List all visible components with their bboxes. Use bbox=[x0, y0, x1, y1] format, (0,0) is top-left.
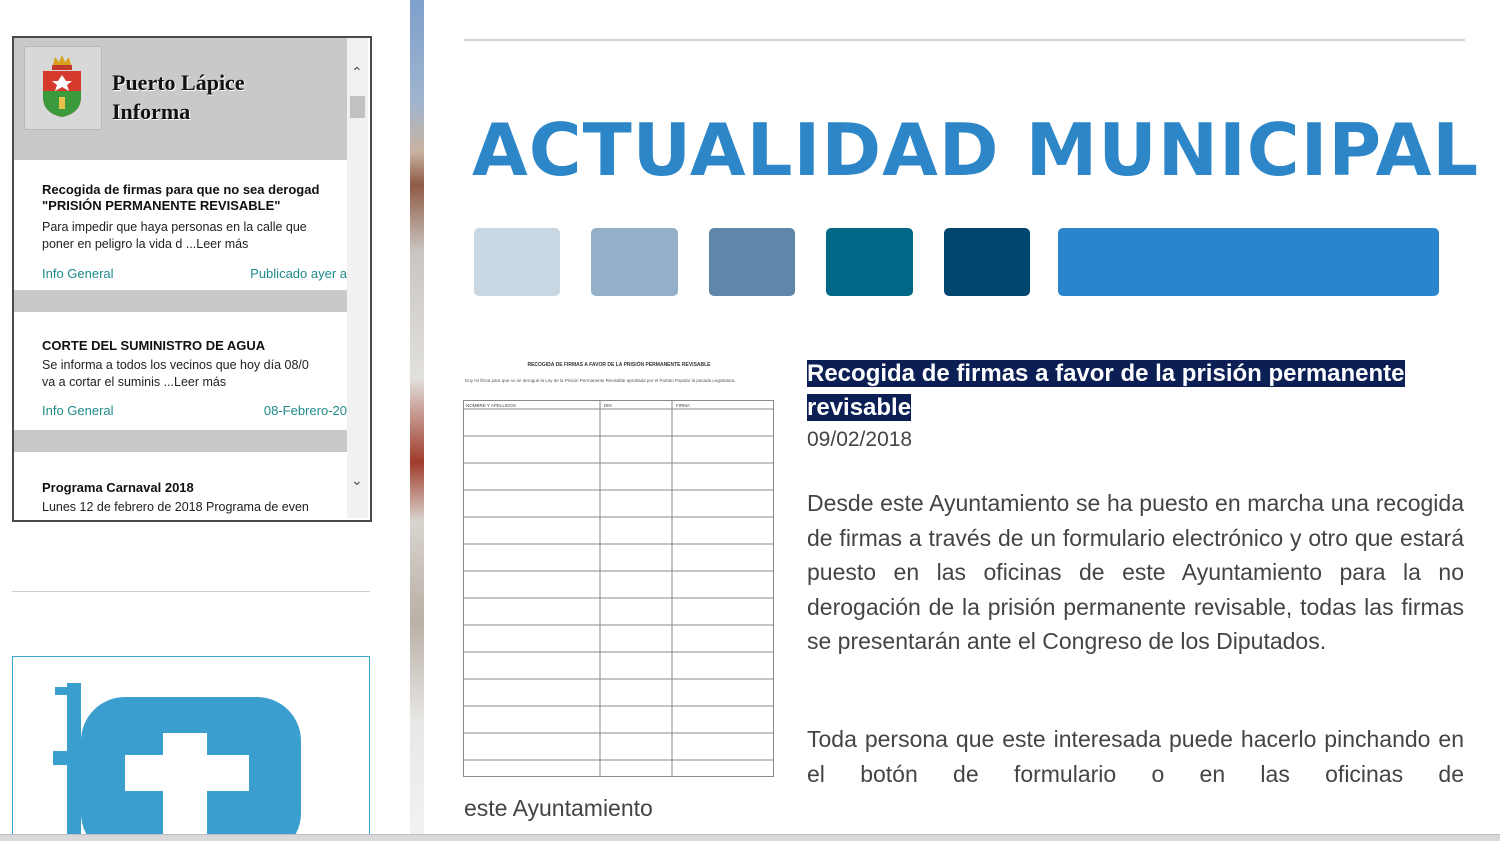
news-date: 08-Febrero-20 bbox=[263, 403, 347, 418]
item-separator bbox=[14, 290, 347, 312]
petition-form-image[interactable] bbox=[463, 360, 775, 778]
article-paragraph: Toda persona que este interesada puede hacerlo pinchando en el botón de formulario o en las oficinas de bbox=[807, 726, 1464, 787]
widget-header bbox=[14, 38, 347, 160]
chevron-up-icon[interactable]: ⌃ bbox=[351, 64, 363, 80]
list-item[interactable] bbox=[14, 314, 347, 428]
list-item[interactable] bbox=[14, 160, 347, 288]
news-excerpt: Se informa a todos los vecinos que hoy día 08/0 va a cortar el suminis ...Leer más bbox=[42, 358, 309, 389]
form-column-name: NOMBRE Y APELLIDOS bbox=[466, 403, 516, 408]
news-date: Publicado ayer a bbox=[250, 266, 347, 281]
left-sidebar bbox=[0, 0, 410, 840]
health-cross-icon bbox=[13, 657, 369, 841]
color-swatch bbox=[474, 228, 560, 296]
main-content bbox=[424, 0, 1500, 834]
divider bbox=[464, 39, 1465, 41]
widget-title: Puerto Lápice Informa bbox=[112, 70, 245, 124]
color-swatch bbox=[826, 228, 913, 296]
news-title[interactable]: Programa Carnaval 2018 bbox=[42, 480, 194, 495]
list-item[interactable] bbox=[14, 454, 347, 518]
color-swatch bbox=[1058, 228, 1439, 296]
article-title[interactable] bbox=[807, 357, 1464, 425]
scrollbar-thumb[interactable] bbox=[350, 96, 365, 118]
article-paragraph: Desde este Ayuntamiento se ha puesto en marcha una recogida de firmas a través de un formulario electrónico y otro que estará puesto en las oficinas de este Ayuntamiento para la no derogación de la prisión permanente revisable, todas las firmas se presentarán ante el Congreso de los Diputados. bbox=[807, 490, 1464, 654]
news-excerpt: Para impedir que haya personas en la calle que poner en peligro la vida d ...Leer más bbox=[42, 220, 307, 251]
form-intro: Doy mi firma para que no se derogue la Ley de la Prisión Permanente Revisable aprobada por el Partido Popular la pasada Legislatura. bbox=[465, 378, 736, 383]
form-table bbox=[463, 400, 775, 778]
color-swatch bbox=[709, 228, 795, 296]
background-photo-strip bbox=[410, 0, 424, 840]
color-swatch bbox=[944, 228, 1030, 296]
article-title-text[interactable]: Recogida de firmas a favor de la prisión permanente revisable bbox=[807, 360, 1405, 421]
divider bbox=[12, 591, 370, 592]
health-logo-banner[interactable] bbox=[12, 656, 370, 841]
article-paragraph-tail: este Ayuntamiento bbox=[464, 795, 653, 821]
news-category[interactable]: Info General bbox=[42, 403, 114, 418]
color-swatch bbox=[591, 228, 678, 296]
form-column-dni: DNI bbox=[604, 403, 612, 408]
article-date: 09/02/2018 bbox=[807, 428, 913, 451]
form-column-signature: FIRMA bbox=[676, 403, 690, 408]
form-heading: RECOGIDA DE FIRMAS A FAVOR DE LA PRISIÓN PERMANENTE REVISABLE bbox=[527, 362, 711, 368]
news-widget bbox=[12, 36, 372, 522]
widget-scrollbar[interactable] bbox=[347, 38, 368, 518]
news-title[interactable]: Recogida de firmas para que no sea derogad "PRISIÓN PERMANENTE REVISABLE" bbox=[42, 182, 320, 213]
banner-headline: ACTUALIDAD MUNICIPAL bbox=[472, 108, 1480, 192]
item-separator bbox=[14, 430, 347, 452]
news-excerpt: Lunes 12 de febrero de 2018 Programa de even bbox=[42, 500, 309, 514]
coat-of-arms-icon bbox=[24, 46, 102, 130]
news-title[interactable]: CORTE DEL SUMINISTRO DE AGUA bbox=[42, 338, 266, 353]
chevron-down-icon[interactable]: ⌄ bbox=[351, 472, 363, 488]
news-category[interactable]: Info General bbox=[42, 266, 114, 281]
